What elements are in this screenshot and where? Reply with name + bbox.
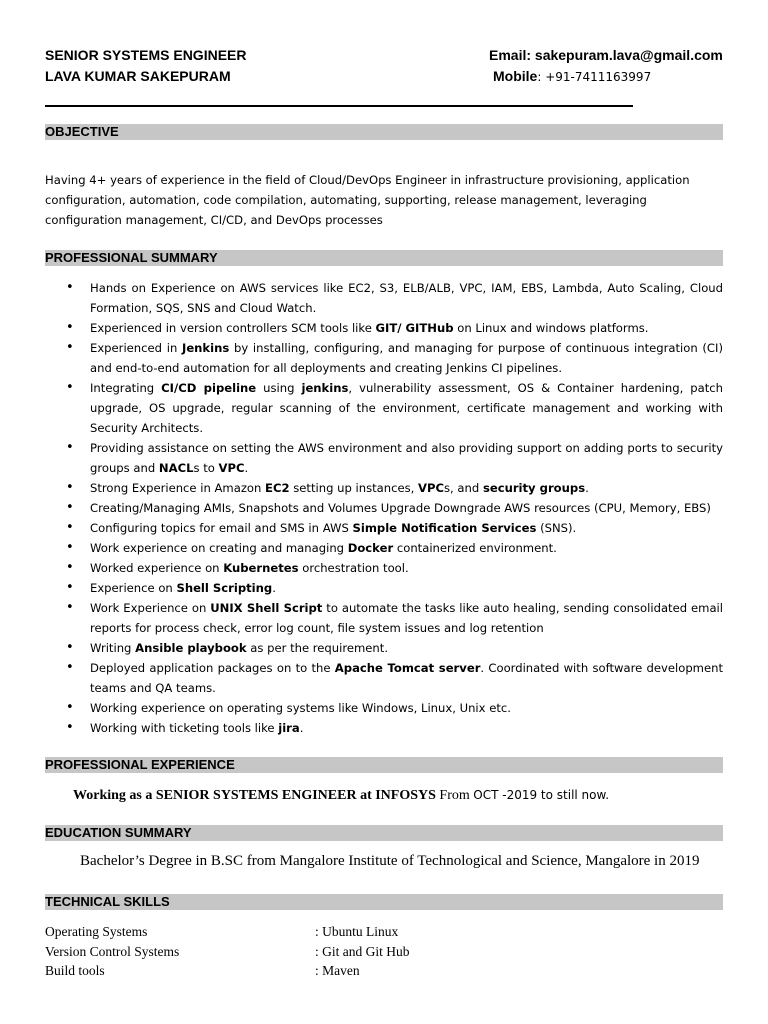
summary-list-item	[45, 598, 723, 638]
summary-text: Experience on	[90, 581, 177, 595]
summary-keyword: security groups	[482, 481, 586, 495]
summary-text: .	[585, 481, 589, 495]
candidate-name: LAVA KUMAR SAKEPURAM	[45, 68, 231, 84]
summary-text: Configuring topics for email and SMS in AWS	[90, 521, 353, 535]
section-title-summary: PROFESSIONAL SUMMARY	[45, 250, 218, 265]
summary-text: s, and	[444, 481, 483, 495]
summary-keyword: jenkins	[301, 381, 349, 395]
experience-line	[73, 786, 609, 804]
summary-text: setting up instances,	[289, 481, 419, 495]
skills-table	[45, 922, 410, 981]
summary-keyword: Docker	[347, 541, 394, 555]
summary-keyword: Kubernetes	[223, 561, 299, 575]
summary-text: orchestration tool.	[298, 561, 409, 575]
summary-text: Creating/Managing AMIs, Snapshots and Volumes Upgrade Downgrade AWS resources (CPU, Memory, EBS)	[90, 501, 711, 515]
summary-list-item	[45, 638, 723, 658]
summary-list-item	[45, 658, 723, 698]
summary-list-item	[45, 478, 723, 498]
section-bar-objective	[45, 124, 723, 140]
summary-text: Deployed application packages on to the	[90, 661, 335, 675]
summary-keyword: Apache Tomcat server	[334, 661, 481, 675]
skill-label: Version Control Systems	[45, 943, 180, 959]
summary-text: to automate the tasks like auto healing, sending consolidated email reports for process check, error log count, file system issues and log retention	[90, 601, 723, 635]
summary-text: s to	[193, 461, 219, 475]
section-bar-skills	[45, 894, 723, 910]
skill-value: : Ubuntu Linux	[315, 924, 399, 939]
objective-text: Having 4+ years of experience in the field of Cloud/DevOps Engineer in infrastructure provisioning, application configuration, automation, code compilation, automating, supporting, release management, leveraging configuration management, CI/CD, and DevOps processes	[45, 173, 690, 228]
skill-label: Build tools	[45, 963, 105, 978]
summary-list-item	[45, 318, 723, 338]
summary-list-item	[45, 538, 723, 558]
summary-text: Worked experience on	[90, 561, 224, 575]
summary-text: Hands on Experience on AWS services like EC2, S3, ELB/ALB, VPC, IAM, EBS, Lambda, Auto Scaling, Cloud Formation, SQS, SNS and Cloud Watch.	[90, 281, 723, 315]
summary-text: .	[299, 721, 304, 735]
summary-text: containerized environment.	[393, 541, 557, 555]
summary-text: Integrating	[90, 381, 162, 395]
summary-keyword: Shell Scripting	[176, 581, 273, 595]
summary-list-item	[45, 378, 723, 438]
section-title-education: EDUCATION SUMMARY	[45, 825, 192, 840]
summary-list-item	[45, 518, 723, 538]
mobile-value: : +91-7411163997	[537, 70, 652, 84]
section-title-objective: OBJECTIVE	[45, 124, 119, 139]
summary-keyword: CI/CD pipeline	[161, 381, 257, 395]
summary-list-item	[45, 278, 723, 318]
section-title-skills: TECHNICAL SKILLS	[45, 894, 170, 909]
email-value[interactable]: sakepuram.lava@gmail.com	[534, 47, 723, 63]
summary-keyword: Simple Notification Services	[352, 521, 537, 535]
summary-text: (SNS).	[536, 521, 577, 535]
summary-list-item	[45, 338, 723, 378]
summary-list-item	[45, 718, 723, 738]
section-bar-experience	[45, 757, 723, 773]
experience-from: From	[435, 788, 474, 803]
summary-list-item	[45, 498, 723, 518]
experience-period: OCT -2019 to still now.	[473, 788, 610, 802]
experience-role: Working as a SENIOR SYSTEMS ENGINEER at INFOSYS	[73, 788, 436, 803]
skill-value: : Maven	[315, 963, 360, 978]
summary-list-item	[45, 438, 723, 478]
summary-text: .	[272, 581, 276, 595]
objective-paragraph	[45, 170, 725, 231]
email-label: Email:	[489, 47, 532, 63]
skill-value: : Git and Git Hub	[315, 943, 410, 959]
summary-list-item	[45, 698, 723, 718]
mobile-line	[493, 68, 651, 84]
skill-row	[45, 961, 360, 981]
summary-keyword: EC2	[265, 481, 290, 495]
summary-text: Writing	[90, 641, 136, 655]
skill-row	[45, 942, 410, 962]
summary-keyword: UNIX Shell Script	[210, 601, 323, 615]
summary-text: Working with ticketing tools like	[90, 721, 279, 735]
summary-keyword: NACL	[158, 461, 194, 475]
summary-text: on Linux and windows platforms.	[453, 321, 649, 335]
summary-keyword: Ansible playbook	[135, 641, 247, 655]
summary-text: Work Experience on	[90, 601, 211, 615]
job-title: SENIOR SYSTEMS ENGINEER	[45, 47, 247, 63]
summary-text: Working experience on operating systems like Windows, Linux, Unix etc.	[90, 701, 511, 715]
summary-keyword: jira	[278, 721, 300, 735]
skill-row	[45, 922, 399, 942]
summary-text: .	[244, 461, 249, 475]
summary-list-item	[45, 558, 723, 578]
header-divider	[45, 105, 633, 107]
summary-keyword: VPC	[218, 461, 245, 475]
email-line	[489, 47, 723, 63]
summary-list	[45, 278, 723, 738]
section-bar-summary	[45, 250, 723, 266]
mobile-label: Mobile	[493, 68, 538, 84]
summary-text: Experienced in	[90, 341, 182, 355]
section-bar-education	[45, 825, 723, 841]
summary-text: Work experience on creating and managing	[90, 541, 348, 555]
summary-keyword: VPC	[418, 481, 445, 495]
summary-text: as per the requirement.	[246, 641, 389, 655]
summary-list-item	[45, 578, 723, 598]
summary-keyword: Jenkins	[182, 341, 230, 355]
skill-label: Operating Systems	[45, 924, 148, 939]
summary-text: Experienced in version controllers SCM tools like	[90, 321, 376, 335]
summary-text: by installing, configuring, and managing for purpose of continuous integration (CI) and end-to-end automation for all deployments and creating Jenkins CI pipelines.	[90, 341, 723, 375]
section-title-experience: PROFESSIONAL EXPERIENCE	[45, 757, 235, 772]
education-text: Bachelor’s Degree in B.SC from Mangalore Institute of Technological and Science, Mangalore in 2019	[80, 853, 700, 869]
summary-text: , vulnerability assessment, OS & Container hardening, patch upgrade, OS upgrade, regular scanning of the environment, certificate management and working with Security Architects.	[90, 381, 723, 435]
summary-text: Strong Experience in Amazon	[90, 481, 266, 495]
summary-text: using	[256, 381, 302, 395]
summary-text: . Coordinated with software development teams and QA teams.	[90, 661, 723, 695]
summary-text: Providing assistance on setting the AWS environment and also providing support on adding ports to security groups and	[90, 441, 723, 475]
summary-keyword: GIT/ GITHub	[375, 321, 454, 335]
